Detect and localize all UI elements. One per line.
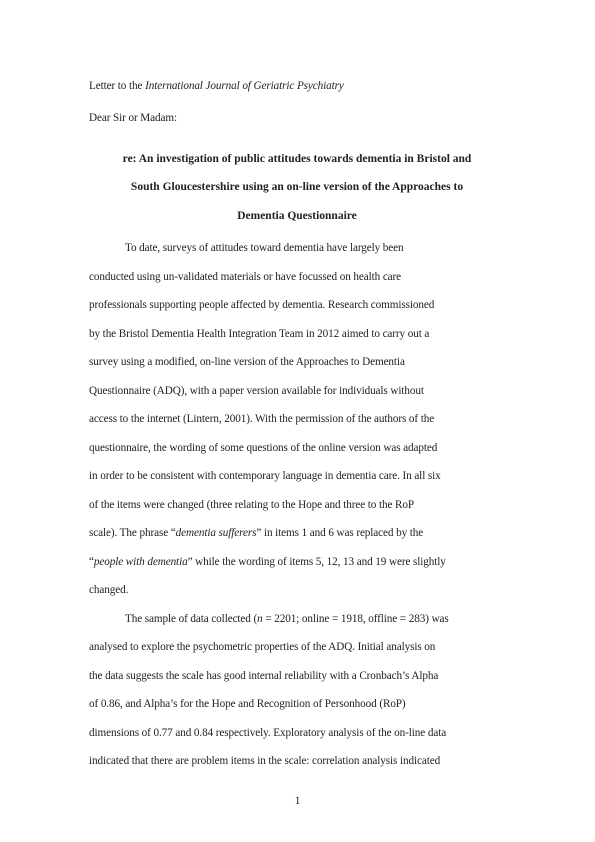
letter-title [89,145,505,231]
letter-body [89,75,505,776]
paragraph-line: by the Bristol Dementia Health Integration Team in 2012 aimed to carry out a [89,327,430,340]
paragraph-line: of the items were changed (three relating to the Hope and three to the RoP [89,498,415,511]
italic-phrase: people with dementia [93,555,188,568]
salutation: Dear Sir or Madam: [89,112,177,125]
title-line: Dementia Questionnaire [237,209,357,222]
paragraph-line: the data suggests the scale has good internal reliability with a Cronbach’s Alpha [89,669,439,682]
page-number: 1 [294,795,301,807]
text-run: = 2201; online = 1918, offline = 283) was [262,612,449,625]
paragraph-line: survey using a modified, on-line version of the Approaches to Dementia [89,356,405,369]
italic-phrase: dementia sufferers [175,527,257,540]
paragraph-line: access to the internet (Lintern, 2001). With the permission of the authors of the [89,413,435,426]
title-line: South Gloucestershire using an on-line version of the Approaches to [130,181,464,194]
paragraph-line [89,548,505,577]
text-run: ” while the wording of items 5, 12, 13 and 19 were slightly [187,555,446,568]
header-prefix: Letter to the [89,80,146,92]
paragraph-line: professionals supporting people affected by dementia. Research commissioned [89,299,435,312]
text-run: “ [89,555,94,568]
paragraph-line: To date, surveys of attitudes toward dementia have largely been [125,242,404,255]
journal-name: International Journal of Geriatric Psychiatry [145,80,344,92]
paragraph-2 [89,605,505,776]
paragraph-line [89,605,505,634]
letter-header [89,75,505,97]
text-run: The sample of data collected ( [125,612,258,625]
text-run: scale). The phrase “ [89,527,176,540]
paragraph-line: in order to be consistent with contemporary language in dementia care. In all six [89,470,441,483]
italic-symbol: n [257,612,263,625]
paragraph-1 [89,234,505,605]
paragraph-line: questionnaire, the wording of some questions of the online version was adapted [89,441,438,454]
paragraph-line [89,519,505,548]
paragraph-line: changed. [89,584,129,597]
paragraph-line: indicated that there are problem items in the scale: correlation analysis indicated [89,755,441,768]
paragraph-line: of 0.86, and Alpha’s for the Hope and Recognition of Personhood (RoP) [89,698,406,711]
text-run: ” in items 1 and 6 was replaced by the [256,527,424,540]
paragraph-line: conducted using un-validated materials or have focussed on health care [89,270,402,283]
title-line: re: An investigation of public attitudes towards dementia in Bristol and [122,152,472,165]
paragraph-line: dimensions of 0.77 and 0.84 respectively. Exploratory analysis of the on-line data [89,726,447,739]
paragraph-line: Questionnaire (ADQ), with a paper version available for individuals without [89,384,424,397]
paragraph-line: analysed to explore the psychometric properties of the ADQ. Initial analysis on [89,641,436,654]
